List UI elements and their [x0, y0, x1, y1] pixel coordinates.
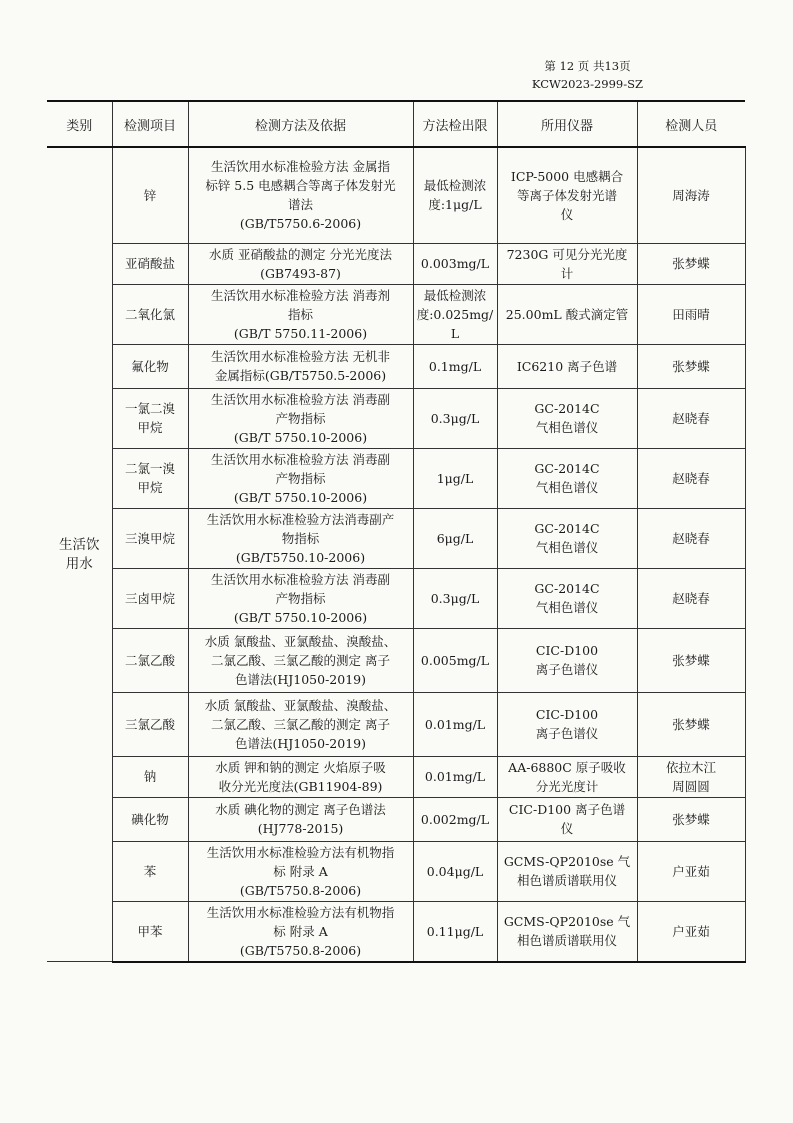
- method-cell: 生活饮用水标准检验方法 金属指 标锌 5.5 电感耦合等离子体发射光 谱法 (GB/T5750.6-2006): [188, 147, 413, 243]
- limit-cell: 0.01mg/L: [413, 692, 497, 756]
- header-limit: 方法检出限: [413, 101, 497, 147]
- item-cell: 氟化物: [112, 344, 188, 388]
- method-cell: 水质 碘化物的测定 离子色谱法 (HJ778-2015): [188, 797, 413, 841]
- item-cell: 三溴甲烷: [112, 508, 188, 568]
- staff-cell: 赵晓春: [637, 388, 745, 448]
- staff-cell: 赵晓春: [637, 568, 745, 628]
- instrument-cell: GC-2014C 气相色谱仪: [497, 508, 637, 568]
- instrument-cell: GC-2014C 气相色谱仪: [497, 448, 637, 508]
- limit-cell: 0.3μg/L: [413, 568, 497, 628]
- table-row: [47, 568, 745, 628]
- instrument-cell: CIC-D100 离子色谱仪: [497, 692, 637, 756]
- instrument-cell: GCMS-QP2010se 气 相色谱质谱联用仪: [497, 901, 637, 962]
- method-cell: 生活饮用水标准检验方法 消毒剂 指标 (GB/T 5750.11-2006): [188, 284, 413, 344]
- limit-cell: 1μg/L: [413, 448, 497, 508]
- limit-cell: 最低检测浓 度:1μg/L: [413, 147, 497, 243]
- item-cell: 二氯乙酸: [112, 628, 188, 692]
- table-row: [47, 628, 745, 692]
- table-row: [47, 841, 745, 901]
- table-body: [47, 147, 745, 962]
- item-cell: 一氯二溴 甲烷: [112, 388, 188, 448]
- table-row: [47, 284, 745, 344]
- table-row: [47, 901, 745, 962]
- instrument-cell: ICP-5000 电感耦合 等离子体发射光谱 仪: [497, 147, 637, 243]
- header-instrument: 所用仪器: [497, 101, 637, 147]
- item-cell: 三卤甲烷: [112, 568, 188, 628]
- staff-cell: 张梦蝶: [637, 797, 745, 841]
- page-number: 第 12 页 共13页: [544, 59, 631, 73]
- page-header: [532, 57, 643, 93]
- table-row: [47, 508, 745, 568]
- method-cell: 生活饮用水标准检验方法 消毒副 产物指标 (GB/T 5750.10-2006): [188, 448, 413, 508]
- limit-cell: 0.002mg/L: [413, 797, 497, 841]
- item-cell: 锌: [112, 147, 188, 243]
- instrument-cell: AA-6880C 原子吸收 分光光度计: [497, 756, 637, 797]
- table-header-row: [47, 101, 745, 147]
- table-row: [47, 388, 745, 448]
- report-number: KCW2023-2999-SZ: [531, 77, 643, 91]
- staff-cell: 户亚茹: [637, 901, 745, 962]
- item-cell: 苯: [112, 841, 188, 901]
- item-cell: 钠: [112, 756, 188, 797]
- method-cell: 生活饮用水标准检验方法 消毒副 产物指标 (GB/T 5750.10-2006): [188, 568, 413, 628]
- item-cell: 二氧化氯: [112, 284, 188, 344]
- staff-cell: 张梦蝶: [637, 692, 745, 756]
- instrument-cell: GCMS-QP2010se 气 相色谱质谱联用仪: [497, 841, 637, 901]
- instrument-cell: IC6210 离子色谱: [497, 344, 637, 388]
- header-staff: 检测人员: [637, 101, 745, 147]
- table-row: [47, 147, 745, 243]
- limit-cell: 6μg/L: [413, 508, 497, 568]
- instrument-cell: GC-2014C 气相色谱仪: [497, 388, 637, 448]
- category-cell: 生活饮 用水: [47, 147, 112, 962]
- staff-cell: 赵晓春: [637, 448, 745, 508]
- staff-cell: 张梦蝶: [637, 344, 745, 388]
- method-cell: 生活饮用水标准检验方法 无机非 金属指标(GB/T5750.5-2006): [188, 344, 413, 388]
- item-cell: 二氯一溴 甲烷: [112, 448, 188, 508]
- table-row: [47, 448, 745, 508]
- method-cell: 生活饮用水标准检验方法有机物指 标 附录 A (GB/T5750.8-2006): [188, 841, 413, 901]
- test-methods-table: [47, 100, 746, 963]
- header-category: 类别: [47, 101, 112, 147]
- staff-cell: 张梦蝶: [637, 628, 745, 692]
- instrument-cell: GC-2014C 气相色谱仪: [497, 568, 637, 628]
- limit-cell: 0.005mg/L: [413, 628, 497, 692]
- table-row: [47, 243, 745, 284]
- instrument-cell: CIC-D100 离子色谱仪: [497, 628, 637, 692]
- item-cell: 甲苯: [112, 901, 188, 962]
- table-row: [47, 692, 745, 756]
- staff-cell: 户亚茹: [637, 841, 745, 901]
- instrument-cell: CIC-D100 离子色谱 仪: [497, 797, 637, 841]
- method-cell: 生活饮用水标准检验方法 消毒副 产物指标 (GB/T 5750.10-2006): [188, 388, 413, 448]
- method-cell: 水质 氯酸盐、亚氯酸盐、溴酸盐、 二氯乙酸、三氯乙酸的测定 离子 色谱法(HJ1050-2019): [188, 628, 413, 692]
- staff-cell: 赵晓春: [637, 508, 745, 568]
- item-cell: 亚硝酸盐: [112, 243, 188, 284]
- limit-cell: 0.1mg/L: [413, 344, 497, 388]
- method-cell: 生活饮用水标准检验方法有机物指 标 附录 A (GB/T5750.8-2006): [188, 901, 413, 962]
- limit-cell: 0.04μg/L: [413, 841, 497, 901]
- method-cell: 生活饮用水标准检验方法消毒副产 物指标 (GB/T5750.10-2006): [188, 508, 413, 568]
- staff-cell: 周海涛: [637, 147, 745, 243]
- table-row: [47, 756, 745, 797]
- limit-cell: 最低检测浓 度:0.025mg/ L: [413, 284, 497, 344]
- staff-cell: 依拉木江 周圆圆: [637, 756, 745, 797]
- staff-cell: 田雨晴: [637, 284, 745, 344]
- method-cell: 水质 氯酸盐、亚氯酸盐、溴酸盐、 二氯乙酸、三氯乙酸的测定 离子 色谱法(HJ1050-2019): [188, 692, 413, 756]
- instrument-cell: 25.00mL 酸式滴定管: [497, 284, 637, 344]
- header-item: 检测项目: [112, 101, 188, 147]
- method-cell: 水质 亚硝酸盐的测定 分光光度法 (GB7493-87): [188, 243, 413, 284]
- limit-cell: 0.3μg/L: [413, 388, 497, 448]
- instrument-cell: 7230G 可见分光光度 计: [497, 243, 637, 284]
- table-row: [47, 797, 745, 841]
- method-cell: 水质 钾和钠的测定 火焰原子吸 收分光光度法(GB11904-89): [188, 756, 413, 797]
- limit-cell: 0.11μg/L: [413, 901, 497, 962]
- item-cell: 三氯乙酸: [112, 692, 188, 756]
- header-method: 检测方法及依据: [188, 101, 413, 147]
- staff-cell: 张梦蝶: [637, 243, 745, 284]
- item-cell: 碘化物: [112, 797, 188, 841]
- limit-cell: 0.003mg/L: [413, 243, 497, 284]
- table-row: [47, 344, 745, 388]
- limit-cell: 0.01mg/L: [413, 756, 497, 797]
